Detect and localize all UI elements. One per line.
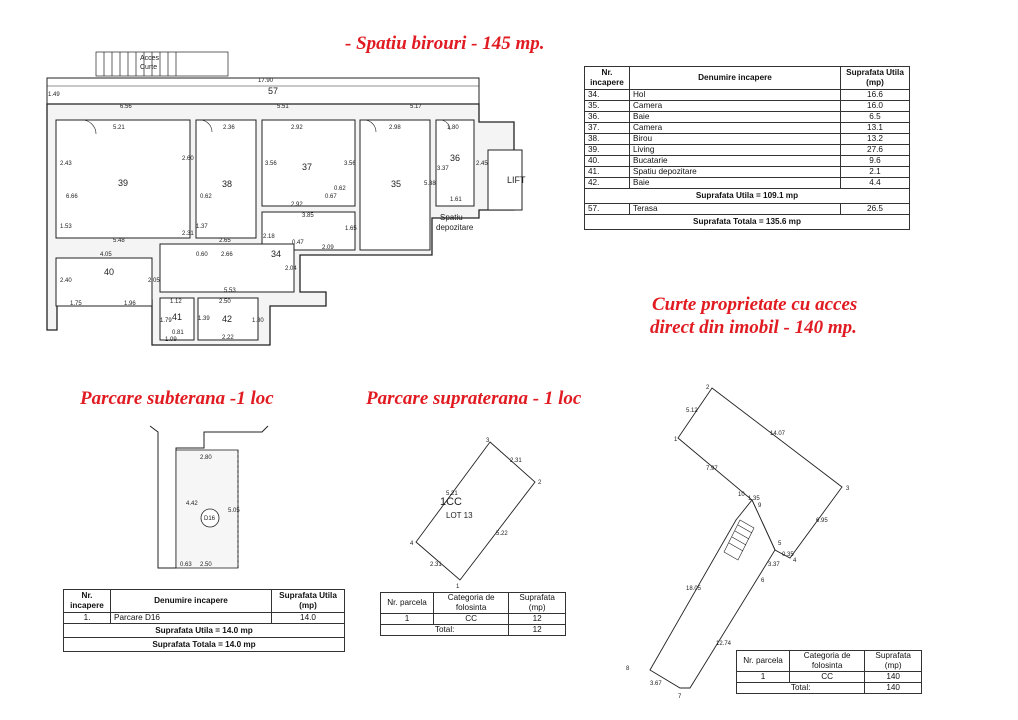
surface-parking-heading: Parcare supraterana - 1 loc — [366, 388, 582, 409]
svg-text:1.37: 1.37 — [196, 224, 208, 230]
svg-text:1.39: 1.39 — [198, 316, 210, 322]
svg-text:2.50: 2.50 — [200, 562, 212, 568]
svg-text:18.05: 18.05 — [686, 586, 702, 592]
table-row: 40. Bucatarie 9.6 — [585, 156, 910, 167]
svg-text:0.67: 0.67 — [325, 194, 337, 200]
underground-parking-table: Nr. incapere Denumire incapere Suprafata Utila (mp) 1. Parcare D16 14.0 Suprafata Utila = 14.0 mp Suprafata Totala = 14.0 mp — [63, 589, 345, 652]
underground-parking-heading: Parcare subterana -1 loc — [80, 388, 274, 409]
svg-text:5.48: 5.48 — [113, 238, 125, 244]
svg-text:6.56: 6.56 — [120, 104, 132, 110]
svg-text:3.85: 3.85 — [302, 213, 314, 219]
courtyard-heading-line2: direct din imobil - 140 mp. — [650, 317, 857, 338]
svg-text:0.62: 0.62 — [200, 194, 212, 200]
room-number-36: 36 — [450, 153, 461, 163]
table-row: 39. Living 27.6 — [585, 145, 910, 156]
surface-parking-plan — [410, 438, 542, 590]
courtyard-heading-line1: Curte proprietate cu acces — [652, 294, 858, 315]
svg-text:2.22: 2.22 — [222, 335, 234, 341]
room-number-40: 40 — [104, 267, 115, 277]
access-label: Acces — [140, 55, 160, 62]
courtyard-label: Curte — [140, 64, 158, 71]
table-row: 1 CC 12 — [381, 614, 566, 625]
svg-text:2.31: 2.31 — [510, 458, 522, 464]
svg-text:5.21: 5.21 — [446, 491, 458, 497]
surface-parking-table: Nr. parcela Categoria de folosinta Suprafata (mp) 1 CC 12 Total: 12 — [380, 592, 566, 636]
room-number-38: 38 — [222, 179, 233, 189]
svg-text:2.92: 2.92 — [291, 125, 303, 131]
svg-text:3.37: 3.37 — [768, 562, 780, 568]
room-number-34: 34 — [271, 249, 282, 259]
svg-text:0.35: 0.35 — [782, 552, 794, 558]
svg-text:2.60: 2.60 — [182, 156, 194, 162]
svg-text:8: 8 — [626, 666, 630, 672]
svg-text:2.40: 2.40 — [60, 278, 72, 284]
svg-text:4.42: 4.42 — [186, 501, 198, 507]
svg-text:5: 5 — [778, 541, 782, 547]
svg-text:7: 7 — [678, 694, 682, 700]
svg-text:1.96: 1.96 — [124, 301, 136, 307]
svg-text:1.49: 1.49 — [48, 92, 60, 98]
svg-text:0.63: 0.63 — [180, 562, 192, 568]
svg-text:1.65: 1.65 — [345, 226, 357, 232]
room-number-39: 39 — [118, 178, 129, 188]
table-row: 34. Hol 16.6 — [585, 90, 910, 101]
table-row: 42. Baie 4.4 — [585, 178, 910, 189]
svg-text:3: 3 — [846, 486, 850, 492]
svg-text:6.95: 6.95 — [816, 518, 828, 524]
room-number-37: 37 — [302, 162, 313, 172]
svg-text:1.80: 1.80 — [447, 125, 459, 131]
courtyard-table: Nr. parcela Categoria de folosinta Suprafata (mp) 1 CC 140 Total: 140 — [736, 650, 922, 694]
svg-text:6: 6 — [761, 578, 765, 584]
table-row: 41. Spatiu depozitare 2.1 — [585, 167, 910, 178]
svg-text:6.66: 6.66 — [66, 194, 78, 200]
grand-area-total: Suprafata Totala = 14.0 mp — [64, 638, 345, 652]
table-row: 37. Camera 13.1 — [585, 123, 910, 134]
svg-text:3: 3 — [486, 438, 490, 444]
svg-text:5.38: 5.38 — [424, 181, 436, 187]
col-nr-header: Nr. incapere — [585, 67, 630, 90]
grand-area-total: Suprafata Totala = 135.6 mp — [585, 215, 910, 230]
svg-text:1.12: 1.12 — [170, 299, 182, 305]
svg-text:4: 4 — [793, 558, 797, 564]
courtyard-plan — [626, 385, 850, 700]
svg-text:0.62: 0.62 — [334, 186, 346, 192]
svg-text:14.07: 14.07 — [770, 431, 786, 437]
svg-text:5.22: 5.22 — [496, 531, 508, 537]
svg-text:10: 10 — [738, 492, 745, 498]
svg-text:5.21: 5.21 — [113, 125, 125, 131]
office-heading: - Spatiu birouri - 145 mp. — [345, 33, 545, 54]
table-row: 35. Camera 16.0 — [585, 101, 910, 112]
svg-text:12.74: 12.74 — [716, 641, 732, 647]
svg-text:4: 4 — [410, 541, 414, 547]
parking-label: D16 — [204, 516, 216, 522]
svg-text:5.05: 5.05 — [228, 508, 240, 514]
table-row: 57. Terasa 26.5 — [585, 204, 910, 215]
svg-text:2.09: 2.09 — [322, 245, 334, 251]
useful-area-total: Suprafata Utila = 109.1 mp — [585, 189, 910, 204]
useful-area-total: Suprafata Utila = 14.0 mp — [64, 624, 345, 638]
svg-text:2.65: 2.65 — [219, 238, 231, 244]
svg-text:9: 9 — [758, 503, 762, 509]
col-name-header: Denumire incapere — [630, 67, 841, 90]
svg-text:2.43: 2.43 — [60, 161, 72, 167]
table-row: 1. Parcare D16 14.0 — [64, 613, 345, 624]
svg-text:2.05: 2.05 — [148, 278, 160, 284]
svg-text:1.80: 1.80 — [252, 318, 264, 324]
svg-text:2: 2 — [706, 385, 710, 391]
svg-text:2.18: 2.18 — [263, 234, 275, 240]
svg-text:5.51: 5.51 — [277, 104, 289, 110]
svg-text:0.81: 0.81 — [172, 330, 184, 336]
col-area-header: Suprafata Utila (mp) — [841, 67, 910, 90]
room-number-57: 57 — [268, 86, 279, 96]
svg-text:3.56: 3.56 — [344, 161, 356, 167]
svg-text:2.50: 2.50 — [219, 299, 231, 305]
svg-text:1.61: 1.61 — [450, 197, 462, 203]
svg-text:17.90: 17.90 — [258, 78, 274, 84]
svg-text:7.97: 7.97 — [706, 466, 718, 472]
lot-label: 1CC — [440, 496, 463, 508]
svg-text:3.37: 3.37 — [437, 166, 449, 172]
svg-text:3.56: 3.56 — [265, 161, 277, 167]
svg-text:1: 1 — [456, 584, 460, 590]
svg-text:1.75: 1.75 — [70, 301, 82, 307]
svg-text:5.12: 5.12 — [686, 408, 698, 414]
table-row: 38. Birou 13.2 — [585, 134, 910, 145]
svg-text:2.31: 2.31 — [430, 562, 442, 568]
svg-text:2.04: 2.04 — [285, 266, 297, 272]
svg-text:2.92: 2.92 — [291, 202, 303, 208]
table-row: 36. Baie 6.5 — [585, 112, 910, 123]
svg-text:2.66: 2.66 — [221, 252, 233, 258]
svg-text:2.31: 2.31 — [182, 231, 194, 237]
svg-text:5.17: 5.17 — [410, 104, 422, 110]
svg-text:2.45: 2.45 — [476, 161, 488, 167]
svg-text:1.35: 1.35 — [748, 496, 760, 502]
lift-label: LIFT — [507, 175, 526, 185]
room-number-41: 41 — [172, 312, 183, 322]
svg-text:2.36: 2.36 — [223, 125, 235, 131]
svg-text:1.79: 1.79 — [160, 318, 172, 324]
svg-text:0.47: 0.47 — [292, 240, 304, 246]
svg-text:3.67: 3.67 — [650, 681, 662, 687]
svg-text:4.05: 4.05 — [100, 252, 112, 258]
stairs-icon — [96, 52, 228, 76]
svg-text:1: 1 — [674, 437, 678, 443]
svg-text:1.09: 1.09 — [165, 337, 177, 343]
svg-text:5.53: 5.53 — [224, 288, 236, 294]
underground-parking-plan — [150, 426, 268, 568]
svg-text:1.53: 1.53 — [60, 224, 72, 230]
lot-sublabel: LOT 13 — [446, 511, 473, 520]
storage-label-1: Spatiu — [440, 213, 463, 222]
table-row: 1 CC 140 — [737, 672, 922, 683]
room-number-42: 42 — [222, 314, 233, 324]
svg-text:2.80: 2.80 — [200, 455, 212, 461]
svg-text:2.98: 2.98 — [389, 125, 401, 131]
svg-text:0.60: 0.60 — [196, 252, 208, 258]
storage-label-2: depozitare — [436, 223, 474, 232]
svg-text:2: 2 — [538, 480, 542, 486]
room-number-35: 35 — [391, 179, 402, 189]
